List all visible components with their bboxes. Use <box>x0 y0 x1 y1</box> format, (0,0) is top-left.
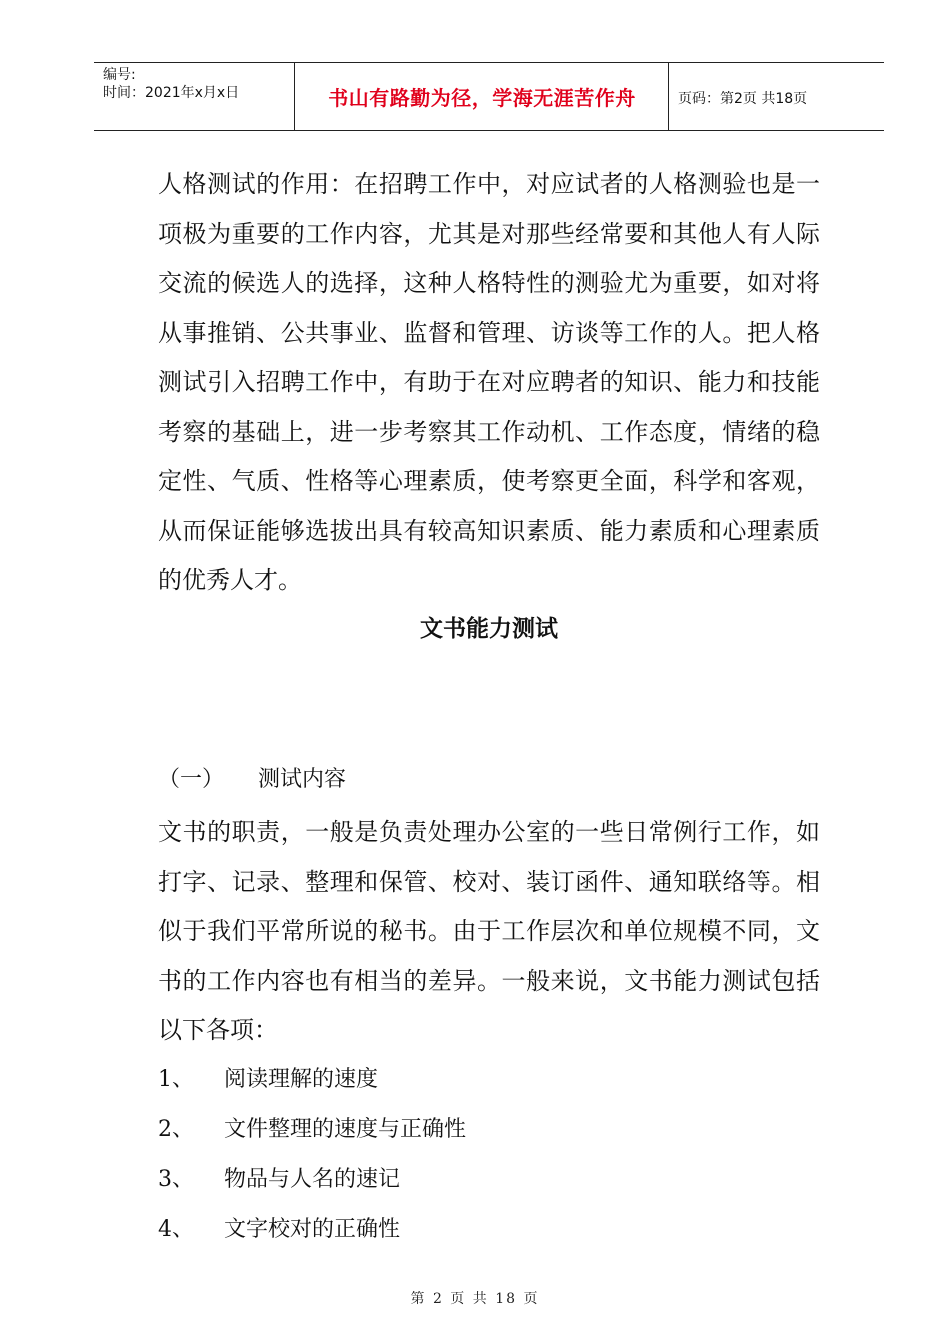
header-page-info: 页码：第2页 共18页 <box>678 91 808 107</box>
paragraph-clerical-duties: 文书的职责，一般是负责处理办公室的一些日常例行工作，如打字、记录、整理和保管、校对、装订函件、通知联络等。相似于我们平常所说的秘书。由于工作层次和单位规模不同，文书的工作内容也有相当的差异。一般来说，文书能力测试包括以下各项： <box>158 818 820 1044</box>
paragraph-personality-test: 人格测试的作用：在招聘工作中，对应试者的人格测验也是一项极为重要的工作内容，尤其是对那些经常要和其他人有人际交流的候选人的选择，这种人格特性的测验尤为重要，如对将从事推销、公共事业、监督和管理、访谈等工作的人。把人格测试引入招聘工作中，有助于在对应聘者的知识、能力和技能考察的基础上，进一步考察其工作动机、工作态度，情绪的稳定性、气质、性格等心理素质，使考察更全面，科学和客观，从而保证能够选拔出具有较高知识素质、能力素质和心理素质的优秀人才。 <box>158 170 820 594</box>
header-divider <box>294 62 295 131</box>
list-item-index: 2、 <box>158 1117 194 1142</box>
list-item <box>158 1105 466 1155</box>
list-item <box>158 1055 466 1105</box>
list-item-index: 1、 <box>158 1067 194 1092</box>
header-time-label: 时间：2021年x月x日 <box>103 85 240 101</box>
header-top-rule <box>94 62 884 63</box>
list-item-index: 4、 <box>158 1217 194 1242</box>
list-item-text: 文件整理的速度与正确性 <box>224 1117 467 1142</box>
list-item-text: 阅读理解的速度 <box>224 1067 379 1092</box>
subheading <box>158 762 346 793</box>
header-divider <box>668 62 669 131</box>
header-code-label: 编号: <box>103 67 136 83</box>
list-item-text: 物品与人名的速记 <box>224 1167 401 1192</box>
list-item-text: 文字校对的正确性 <box>224 1217 401 1242</box>
list-item-index: 3、 <box>158 1167 194 1192</box>
list-item <box>158 1205 466 1255</box>
section-title: 文书能力测试 <box>420 616 558 642</box>
subheading-text: 测试内容 <box>258 767 347 792</box>
test-items-list <box>158 1055 466 1255</box>
header-bottom-rule <box>94 130 884 131</box>
subheading-number: （一） <box>158 767 225 792</box>
header-meta <box>103 66 239 102</box>
header-motto: 书山有路勤为径，学海无涯苦作舟 <box>328 86 636 110</box>
page-footer: 第 2 页 共 18 页 <box>410 1291 540 1307</box>
list-item <box>158 1155 466 1205</box>
